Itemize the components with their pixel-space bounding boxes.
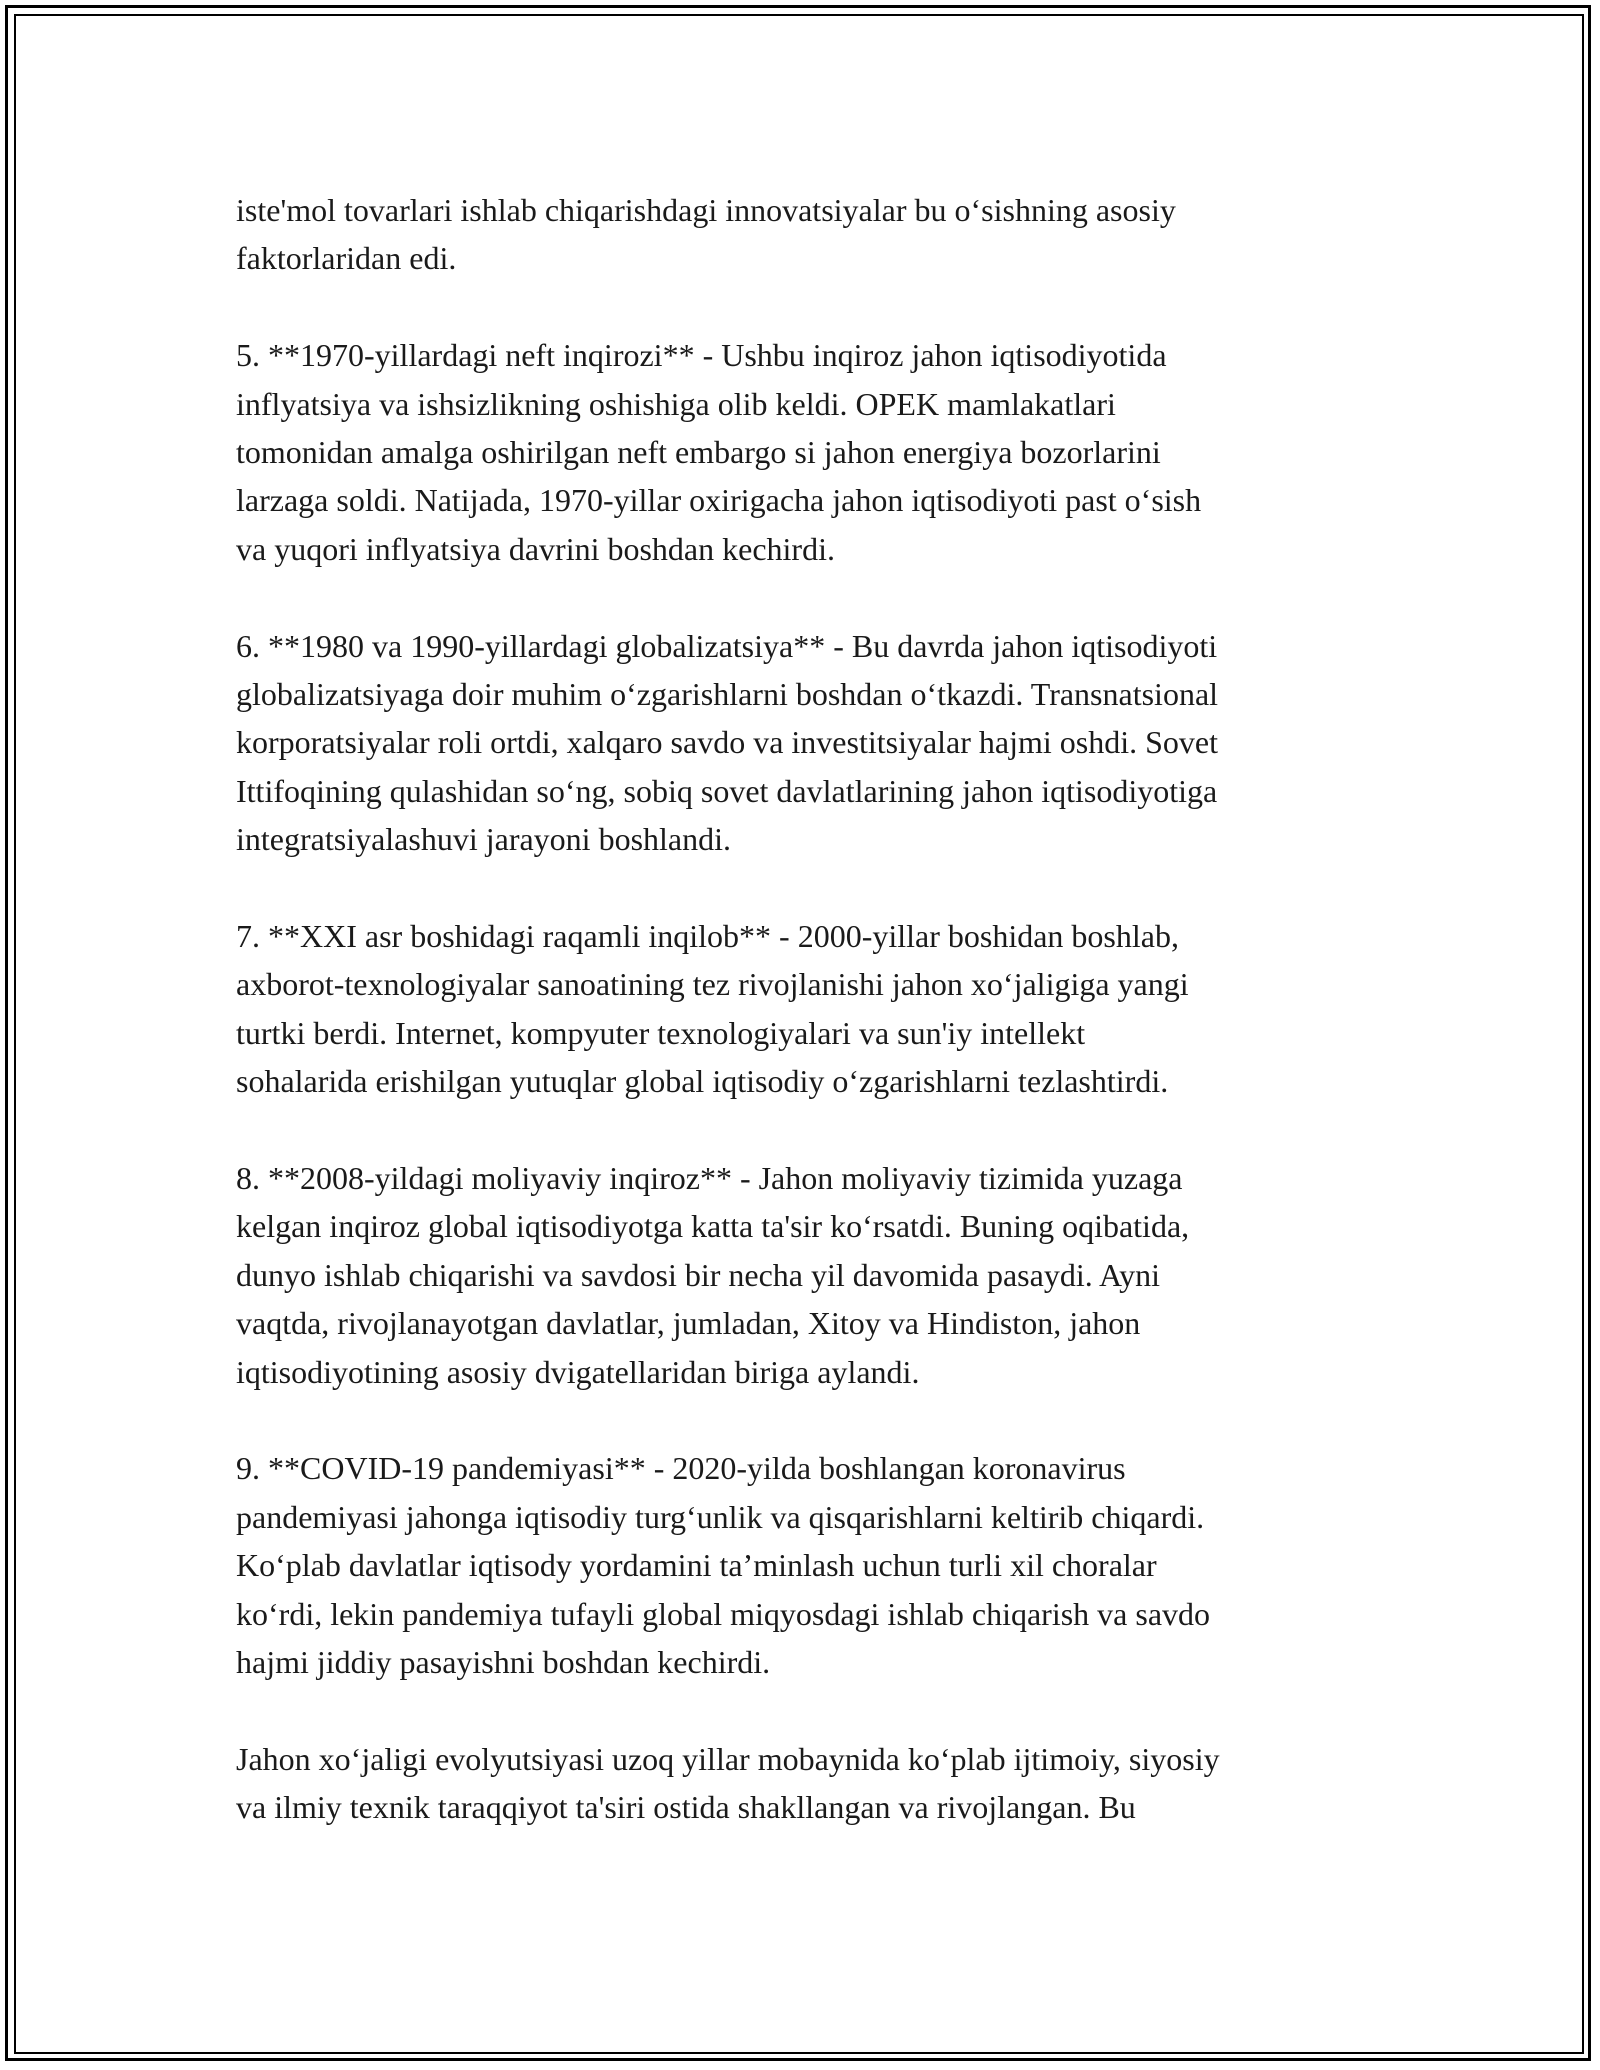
text-line: 6. **1980 va 1990-yillardagi globalizatsiya** - Bu davrda jahon iqtisodiyoti [236,627,1218,664]
text-line: dunyo ishlab chiqarishi va savdosi bir necha yil davomida pasaydi. Ayni [236,1256,1160,1293]
text-line: 7. **XXI asr boshidagi raqamli inqilob** - 2000-yillar boshidan boshlab, [236,918,1179,955]
text-line: iste'mol tovarlari ishlab chiqarishdagi innovatsiyalar bu o‘sishning asosiy [236,192,1176,228]
text-line: 8. **2008-yildagi moliyaviy inqiroz** - Jahon moliyaviy tizimida yuzaga [236,1160,1183,1197]
text-line: larzaga soldi. Natijada, 1970-yillar oxirigacha jahon iqtisodiyoti past o‘sish [236,482,1202,519]
paragraph [236,622,1386,864]
text-line: Jahon xo‘jaligi evolyutsiyasi uzoq yillar mobaynida ko‘plab ijtimoiy, siyosiy [236,1740,1220,1777]
text-line: vaqtda, rivojlanayotgan davlatlar, jumladan, Xitoy va Hindiston, jahon [236,1305,1141,1342]
text-line: iqtisodiyotining asosiy dvigatellaridan biriga aylandi. [236,1353,920,1390]
paragraph [236,1735,1386,1832]
text-line: 5. **1970-yillardagi neft inqirozi** - Ushbu inqiroz jahon iqtisodiyotida [236,337,1167,374]
text-line: sohalarida erishilgan yutuqlar global iqtisodiy o‘zgarishlarni tezlashtirdi. [236,1063,1169,1100]
text-line: kelgan inqiroz global iqtisodiyotga katta ta'sir ko‘rsatdi. Buning oqibatida, [236,1208,1190,1245]
text-line: 9. **COVID-19 pandemiyasi** - 2020-yilda boshlangan koronavirus [236,1450,1126,1487]
text-line: tomonidan amalga oshirilgan neft embargo si jahon energiya bozorlarini [236,434,1161,471]
document-body [236,186,1386,1880]
text-line: axborot-texnologiyalar sanoatining tez rivojlanishi jahon xo‘jaligiga yangi [236,966,1189,1003]
text-line: integratsiyalashuvi jarayoni boshlandi. [236,821,731,858]
text-line: inflyatsiya va ishsizlikning oshishiga olib keldi. OPEK mamlakatlari [236,385,1116,422]
paragraph [236,1154,1386,1396]
text-line: ko‘rdi, lekin pandemiya tufayli global miqyosdagi ishlab chiqarish va savdo [236,1595,1211,1632]
text-line: va ilmiy texnik taraqqiyot ta'siri ostida shakllangan va rivojlangan. Bu [236,1789,1136,1826]
text-line: Ko‘plab davlatlar iqtisody yordamini ta’minlash uchun turli xil choralar [236,1547,1157,1584]
text-line: turtki berdi. Internet, kompyuter texnologiyalari va sun'iy intellekt [236,1014,1086,1051]
text-line: globalizatsiyaga doir muhim o‘zgarishlarni boshdan o‘tkazdi. Transnatsional [236,676,1219,713]
paragraph [236,1444,1386,1686]
text-line: korporatsiyalar roli ortdi, xalqaro savdo va investitsiyalar hajmi oshdi. Sovet [236,724,1219,761]
paragraph [236,912,1386,1106]
text-line: faktorlaridan edi. [236,240,457,277]
text-line: Ittifoqining qulashidan so‘ng, sobiq sovet davlatlarining jahon iqtisodiyotiga [236,772,1218,809]
paragraph [236,186,1386,283]
paragraph [236,331,1386,573]
text-line: va yuqori inflyatsiya davrini boshdan kechirdi. [236,530,835,567]
text-line: pandemiyasi jahonga iqtisodiy turg‘unlik va qisqarishlarni keltirib chiqardi. [236,1498,1205,1535]
text-line: hajmi jiddiy pasayishni boshdan kechirdi. [236,1644,771,1681]
